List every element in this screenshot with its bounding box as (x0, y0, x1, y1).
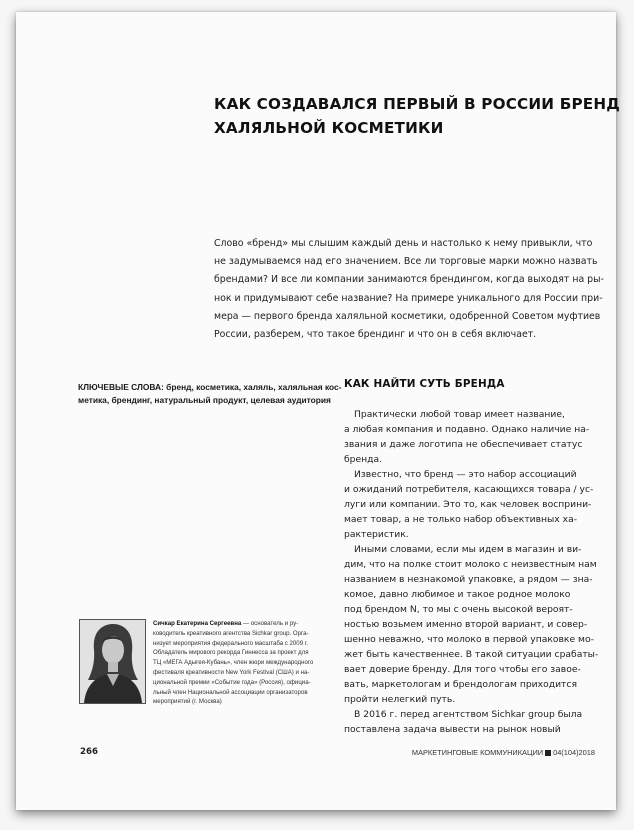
body-line: вает доверие бренду. Для того чтобы его завое- (344, 664, 581, 675)
bio-line: ТЦ «МЕГА Адыгея-Кубань», член жюри международного (153, 659, 314, 667)
journal-issue: 04(104)2018 (553, 748, 595, 757)
lead-line: мера — первого бренда халяльной косметики, одобренной Советом муфтиев (214, 310, 601, 322)
article-title (214, 92, 621, 140)
lead-line: не задумываемся над его значением. Все ли торговые марки можно назвать (214, 256, 598, 268)
article-title-line: ХАЛЯЛЬНОЙ КОСМЕТИКИ (214, 119, 444, 137)
body-line: Известно, что бренд — это набор ассоциаций (354, 469, 577, 480)
section-heading: КАК НАЙТИ СУТЬ БРЕНДА (344, 378, 505, 390)
body-line: пройти нелегкий путь. (344, 694, 456, 705)
body-line: поставлена задача вывести на рынок новый (344, 724, 561, 735)
square-separator-icon (545, 750, 551, 756)
bio-line: Обладатель мирового рекорда Гиннесса за проект для (153, 649, 309, 657)
keywords-line: КЛЮЧЕВЫЕ СЛОВА: бренд, косметика, халяль, халяльная кос- (78, 382, 342, 392)
bio-line: низует мероприятия федерального масштаба с 2009 г. (153, 639, 308, 647)
lead-line: России, разберем, что такое брендинг и что он в себя включает. (214, 329, 537, 341)
keywords-line: метика, брендинг, натуральный продукт, целевая аудитория (78, 395, 331, 406)
lead-line: нок и придумывают себе название? На примере уникального для России при- (214, 292, 603, 304)
body-line: Практически любой товар имеет название, (354, 409, 565, 420)
article-body (344, 407, 599, 737)
body-line: мает товар, а не только набор объективных ха- (344, 514, 578, 525)
bio-line: мероприятий (г. Москва) (153, 698, 222, 706)
body-line: рактеристик. (344, 529, 409, 540)
body-line: шенно неважно, что молоко в первой упаковке мо- (344, 634, 594, 645)
bio-line: льный член Национальной ассоциации организаторов (153, 688, 308, 696)
body-line: и ожиданий потребителя, касающихся товара / ус- (344, 484, 594, 495)
lead-line: Слово «бренд» мы слышим каждый день и настолько к нему привыкли, что (214, 238, 593, 249)
bio-line: ководитель креативного агентства Sichkar group. Орга- (153, 629, 309, 637)
body-line: бренда. (344, 454, 383, 465)
body-line: жет быть качественнее. В такой ситуации срабаты- (344, 649, 599, 660)
keywords-block (78, 381, 342, 407)
author-portrait-image (80, 620, 145, 703)
body-line: под брендом N, то мы с очень высокой вероят- (344, 604, 573, 615)
bio-line (153, 619, 333, 629)
journal-name: МАРКЕТИНГОВЫЕ КОММУНИКАЦИИ (411, 748, 544, 757)
article-lead (214, 235, 604, 344)
author-bio (153, 619, 333, 707)
author-name: Сичкар Екатерина Сергеевна (153, 620, 242, 627)
body-line: дим, что на полке стоит молоко с неизвестным нам (344, 559, 597, 570)
bio-line: циональной премии «Событие года» (Россия), официа- (153, 678, 311, 686)
body-line: Иными словами, если мы идем в магазин и ви- (354, 544, 582, 555)
journal-footer (412, 748, 595, 757)
body-line: названием в незнакомой упаковке, а рядом — зна- (344, 574, 593, 585)
body-line: а любая компания и подавно. Однако наличие на- (344, 424, 590, 435)
body-line: ностью возьмем именно второй вариант, и совер- (344, 619, 588, 630)
body-line: комое, давно любимое и такое родное молоко (344, 589, 571, 600)
bio-line: фестиваля креативности New York Festival (США) и на- (153, 668, 310, 676)
author-photo (79, 619, 146, 704)
page-number: 266 (80, 747, 98, 757)
bio-first-text: — основатель и ру- (241, 620, 299, 627)
body-line: вать, маркетологам и брендологам приходится (344, 679, 577, 690)
article-title-line: КАК СОЗДАВАЛСЯ ПЕРВЫЙ В РОССИИ БРЕНД (214, 95, 621, 113)
body-line: В 2016 г. перед агентством Sichkar group была (354, 709, 583, 720)
body-line: звания и даже логотипа не обеспечивает статус (344, 439, 583, 450)
lead-line: брендами? И все ли компании занимаются брендингом, когда выходят на ры- (214, 274, 604, 286)
body-line: луги или компании. Это то, как человек восприни- (344, 499, 592, 510)
